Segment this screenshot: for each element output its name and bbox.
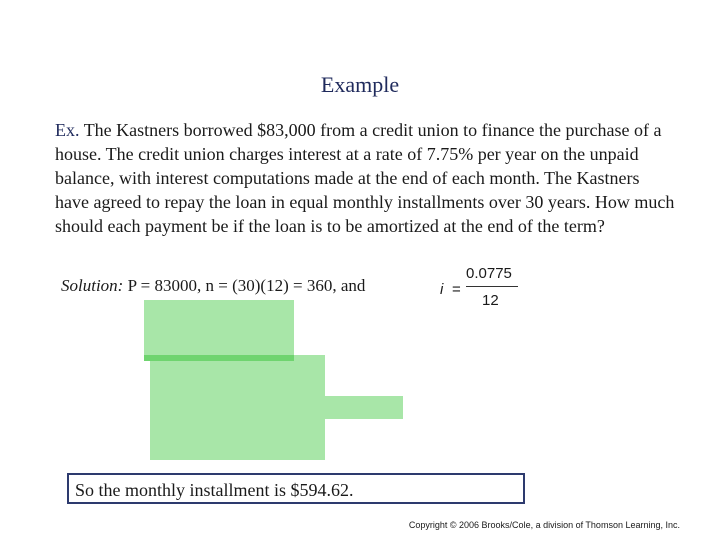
formula-placeholder-3 bbox=[325, 396, 403, 419]
ex-label: Ex. bbox=[55, 120, 80, 140]
fraction-variable: i bbox=[440, 281, 444, 298]
solution-line bbox=[61, 276, 365, 296]
problem-text: The Kastners borrowed $83,000 from a credit union to finance the purchase of a house. The credit union charges interest at a rate of 7.75% per year on the unpaid balance, with interest computations made at the end of each month. The Kastners have agreed to repay the loan in equal monthly installments over 30 years. How much should each payment be if the loan is to be amortized at the end of the term? bbox=[55, 120, 675, 236]
formula-placeholder-divider bbox=[144, 355, 294, 361]
copyright-notice: Copyright © 2006 Brooks/Cole, a division of Thomson Learning, Inc. bbox=[408, 520, 680, 530]
fraction-equals: = bbox=[452, 281, 461, 298]
formula-placeholder-1 bbox=[144, 300, 294, 360]
slide-title: Example bbox=[320, 72, 400, 97]
solution-label: Solution: bbox=[61, 276, 124, 295]
fraction-denominator: 12 bbox=[482, 292, 499, 309]
formula-placeholder-2 bbox=[150, 355, 325, 460]
answer-box: So the monthly installment is $594.62. bbox=[67, 473, 525, 504]
fraction-bar bbox=[466, 286, 518, 287]
problem-statement bbox=[55, 118, 675, 238]
solution-values: P = 83000, n = (30)(12) = 360, and bbox=[127, 276, 366, 295]
fraction-numerator: 0.0775 bbox=[466, 265, 512, 282]
